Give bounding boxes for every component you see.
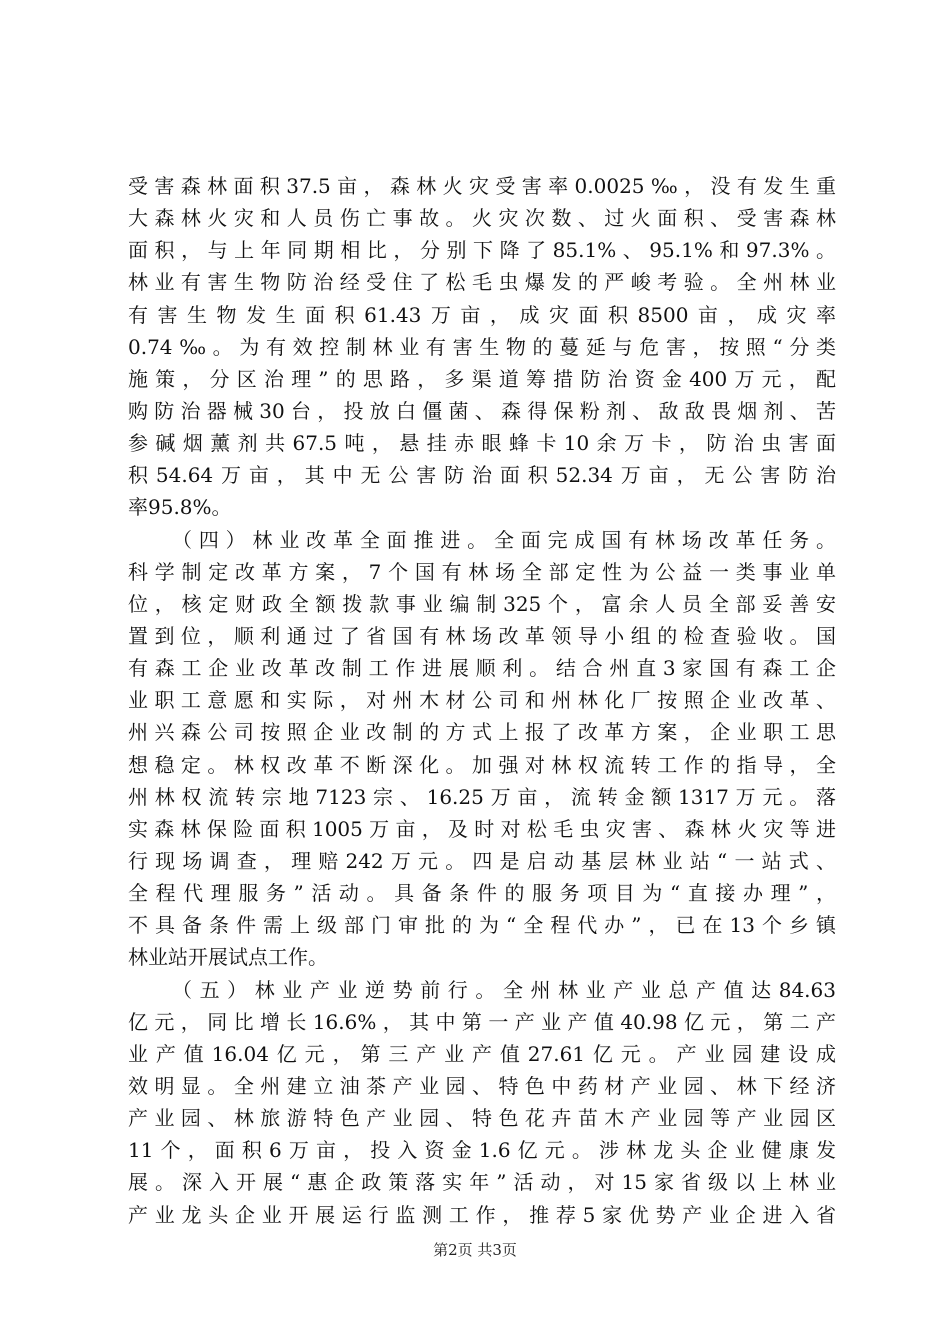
text-line: 想稳定。林权改革不断深化。加强对林权流转工作的指导，全 — [128, 752, 836, 777]
text-line: 置到位，顺利通过了省国有林场改革领导小组的检查验收。国 — [128, 623, 836, 648]
text-line: 不具备条件需上级部门审批的为“全程代办”，已在13个乡镇 — [128, 913, 836, 938]
text-line: 11个，面积6万亩，投入资金1.6亿元。涉林龙头企业健康发 — [128, 1138, 836, 1163]
text-line: 行现场调查，理赔242万元。四是启动基层林业站“一站式、 — [128, 848, 836, 873]
text-line: 产业园、林旅游特色产业园、特色花卉苗木产业园等产业园区 — [128, 1106, 836, 1131]
text-line: 实森林保险面积1005万亩，及时对松毛虫灾害、森林火灾等进 — [128, 816, 836, 841]
text-line: 展。深入开展“惠企政策落实年”活动，对15家省级以上林业 — [128, 1170, 836, 1195]
text-line: 施策，分区治理”的思路，多渠道筹措防治资金400万元，配 — [128, 366, 836, 391]
text-line: 林业有害生物防治经受住了松毛虫爆发的严峻考验。全州林业 — [128, 270, 836, 295]
text-line: 受害森林面积37.5亩，森林火灾受害率0.0025‰，没有发生重 — [128, 174, 836, 198]
section-heading-line: （五）林业产业逆势前行。全州林业产业总产值达84.63 — [172, 977, 836, 1002]
section-heading-line: （四）林业改革全面推进。全面完成国有林场改革任务。 — [172, 527, 836, 552]
text-line: 效明显。全州建立油茶产业园、特色中药材产业园、林下经济 — [128, 1073, 836, 1098]
text-line: 参碱烟薰剂共67.5吨，悬挂赤眼蜂卡10余万卡，防治虫害面 — [128, 431, 836, 456]
text-line: 率95.8%。 — [128, 495, 232, 520]
text-line: 有害生物发生面积61.43万亩，成灾面积8500亩，成灾率 — [128, 302, 836, 327]
text-line: 科学制定改革方案，7个国有林场全部定性为公益一类事业单 — [128, 559, 836, 584]
page-footer — [0, 1240, 950, 1260]
text-line: 全程代理服务”活动。具备条件的服务项目为“直接办理”， — [128, 881, 836, 906]
text-line: 州兴森公司按照企业改制的方式上报了改革方案，企业职工思 — [128, 720, 836, 745]
text-line: 大森林火灾和人员伤亡事故。火灾次数、过火面积、受害森林 — [128, 206, 836, 231]
text-line: 业职工意愿和实际，对州木材公司和州林化厂按照企业改革、 — [128, 688, 836, 713]
text-line: 0.74‰。为有效控制林业有害生物的蔓延与危害，按照“分类 — [128, 334, 836, 359]
text-line: 位，核定财政全额拨款事业编制325个，富余人员全部妥善安 — [128, 591, 836, 616]
text-line: 积54.64万亩，其中无公害防治面积52.34万亩，无公害防治 — [128, 463, 836, 488]
text-line: 产业龙头企业开展运行监测工作，推荐5家优势产业企进入省 — [128, 1202, 836, 1227]
text-line: 购防治器械30台，投放白僵菌、森得保粉剂、敌敌畏烟剂、苦 — [128, 398, 836, 423]
text-line: 亿元，同比增长16.6%，其中第一产业产值40.98亿元，第二产 — [128, 1009, 836, 1034]
text-line: 面积，与上年同期相比，分别下降了85.1%、95.1%和97.3%。 — [128, 238, 836, 263]
text-line: 有森工企业改革改制工作进展顺利。结合州直3家国有森工企 — [128, 656, 836, 681]
body-text — [128, 170, 836, 1231]
text-line: 林业站开展试点工作。 — [128, 945, 328, 970]
text-line: 州林权流转宗地7123宗、16.25万亩，流转金额1317万元。落 — [128, 784, 836, 809]
page-number: 第2页 共3页 — [433, 1241, 517, 1259]
text-line: 业产值16.04亿元，第三产业产值27.61亿元。产业园建设成 — [128, 1041, 836, 1066]
